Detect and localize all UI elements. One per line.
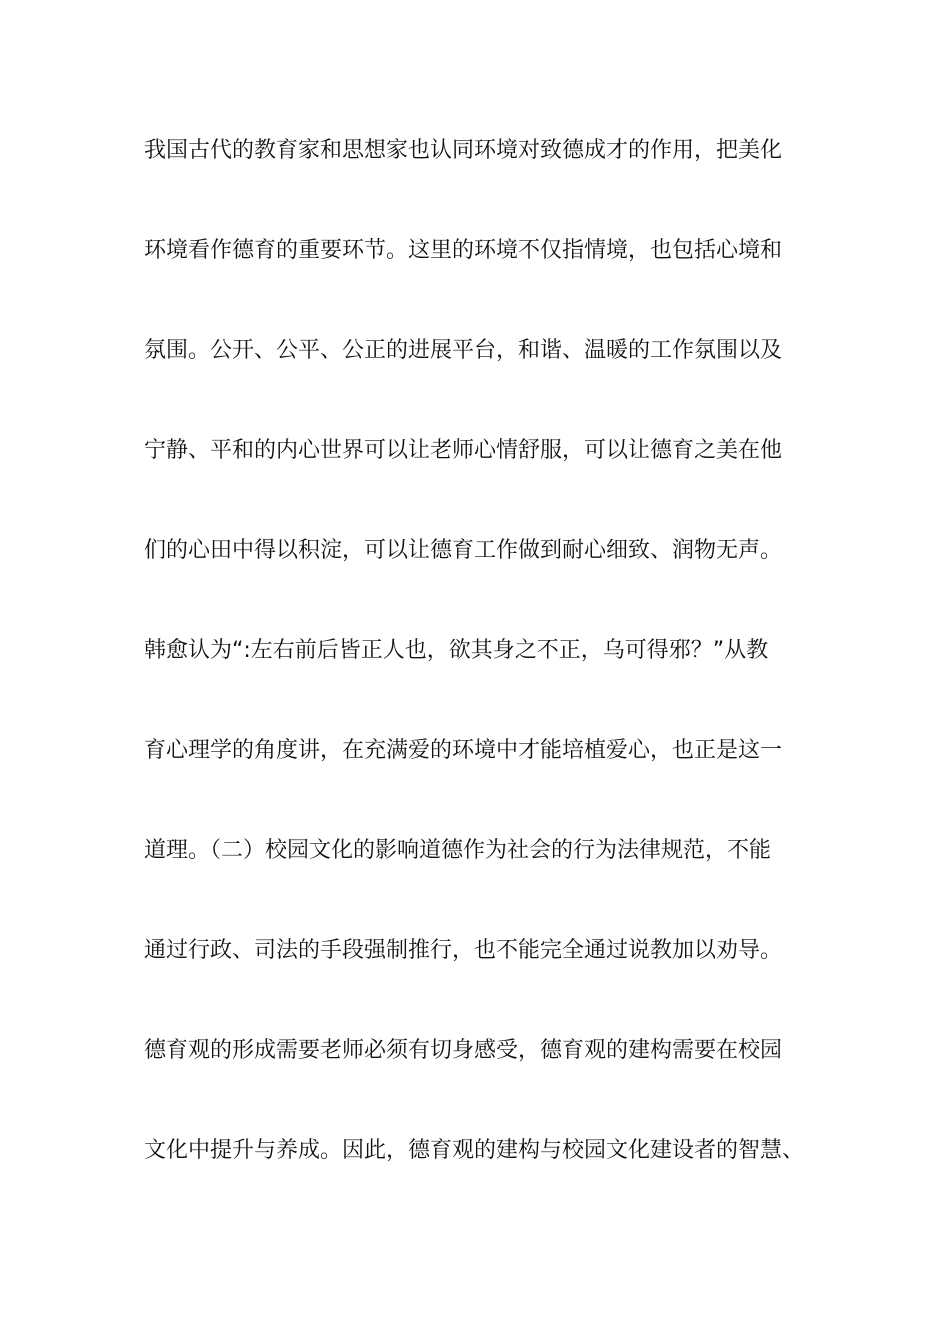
text-line-11: 文化中提升与养成。因此，德育观的建构与校园文化建设者的智慧、: [144, 1138, 805, 1163]
text-line-9: 通过行政、司法的手段强制推行，也不能完全通过说教加以劝导。: [144, 938, 783, 963]
text-line-4: 宁静、平和的内心世界可以让老师心情舒服，可以让德育之美在他: [144, 438, 783, 463]
text-line-6: 韩愈认为“:左右前后皆正人也，欲其身之不正，乌可得邪？”从教: [144, 638, 769, 663]
text-line-7: 育心理学的角度讲，在充满爱的环境中才能培植爱心，也正是这一: [144, 738, 783, 763]
text-line-10: 德育观的形成需要老师必须有切身感受，德育观的建构需要在校园: [144, 1038, 783, 1063]
text-line-8: 道理。（二）校园文化的影响道德作为社会的行为法律规范，不能: [144, 838, 772, 863]
text-line-3: 氛围。公开、公平、公正的进展平台，和谐、温暖的工作氛围以及: [144, 338, 783, 363]
body-text: [144, 128, 834, 1228]
text-line-1: 我国古代的教育家和思想家也认同环境对致德成才的作用，把美化: [144, 138, 783, 163]
text-line-5: 们的心田中得以积淀，可以让德育工作做到耐心细致、润物无声。: [144, 538, 783, 563]
text-line-2: 环境看作德育的重要环节。这里的环境不仅指情境，也包括心境和: [144, 238, 783, 263]
